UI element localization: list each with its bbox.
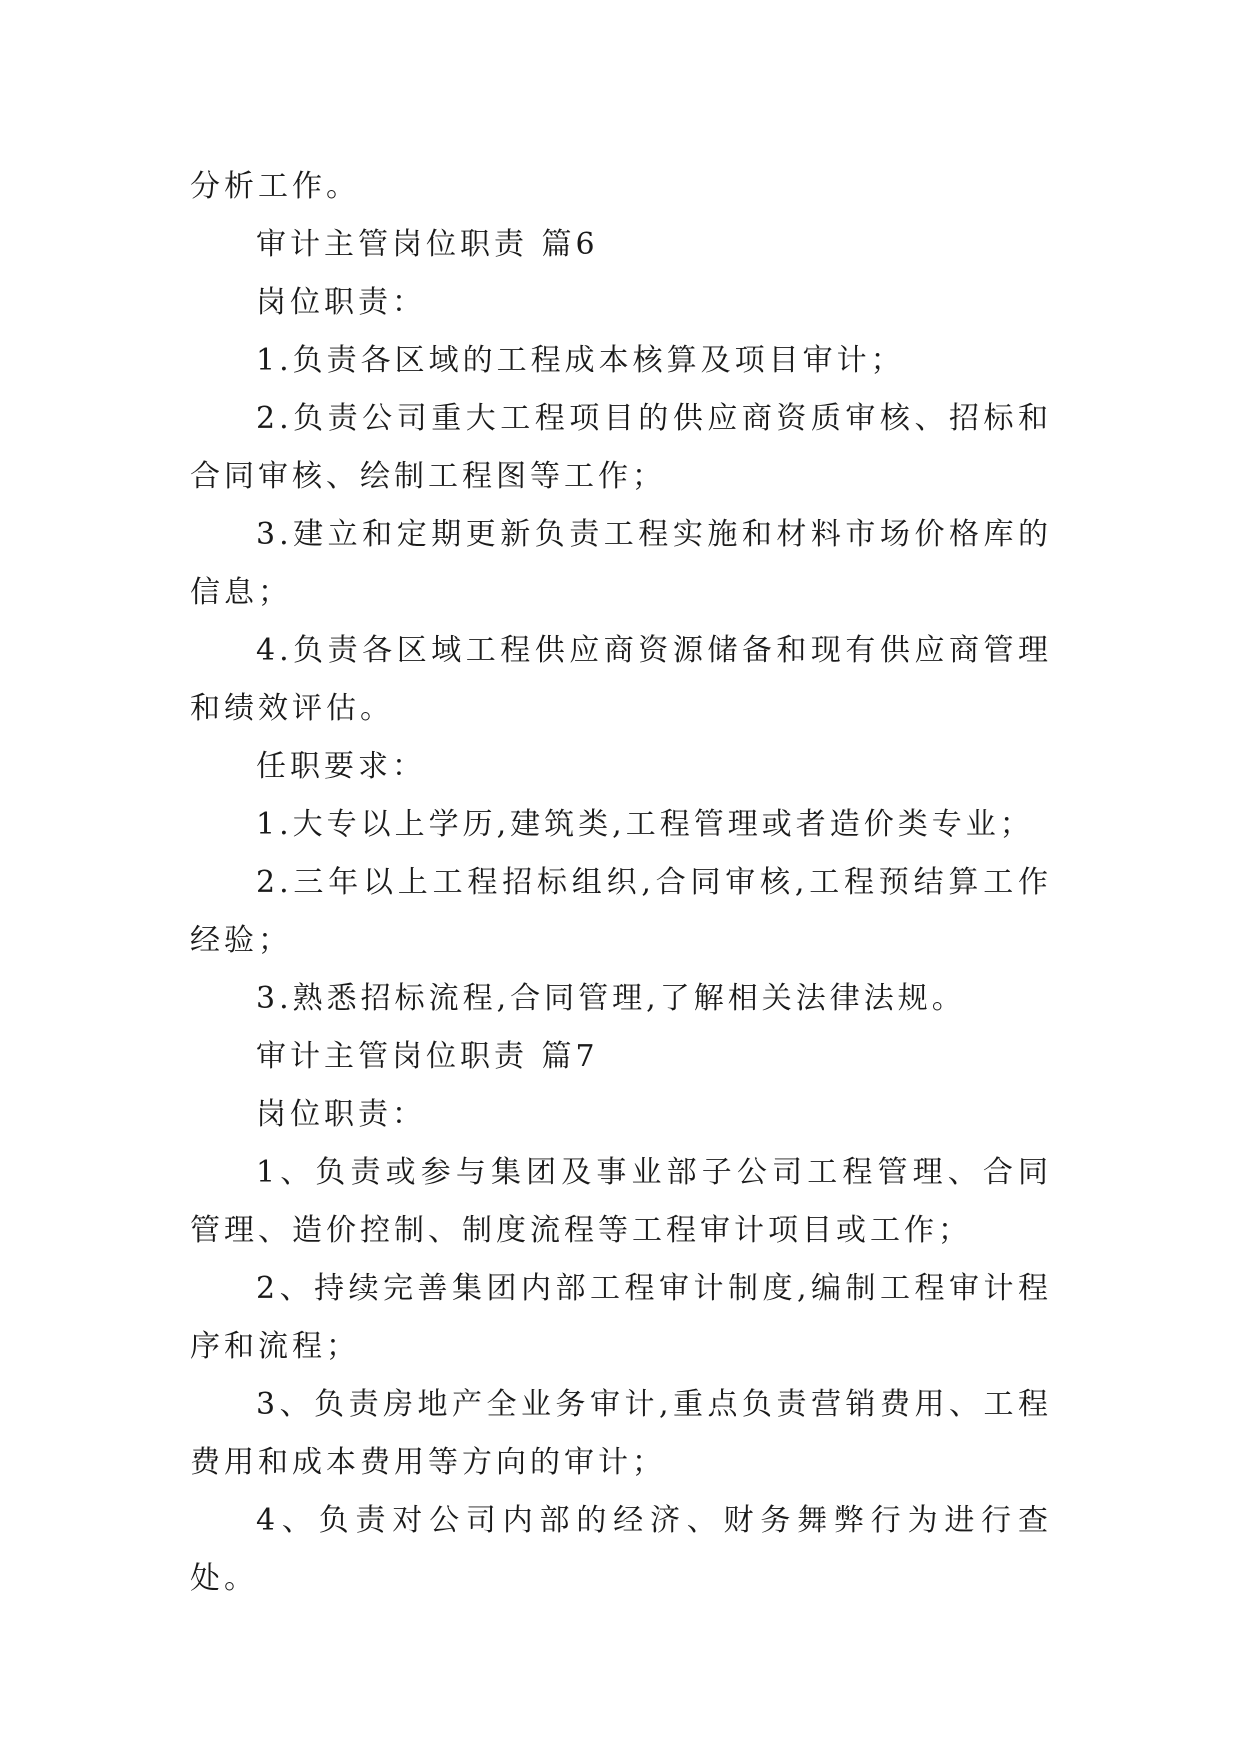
subheading-duties: 岗位职责： xyxy=(256,285,426,320)
list-item: 4.负责各区域工程供应商资源储备和现有供应商管理和绩效评估。 xyxy=(190,633,1052,726)
list-item: 1、负责或参与集团及事业部子公司工程管理、合同管理、造价控制、制度流程等工程审计项目或工作； xyxy=(190,1155,1052,1248)
subheading-duties: 岗位职责： xyxy=(256,1097,426,1132)
list-item: 3.建立和定期更新负责工程实施和材料市场价格库的信息； xyxy=(190,517,1052,610)
list-item: 2、持续完善集团内部工程审计制度,编制工程审计程序和流程； xyxy=(190,1271,1052,1364)
subheading-requirements: 任职要求： xyxy=(256,749,426,784)
list-item: 2.三年以上工程招标组织,合同审核,工程预结算工作经验； xyxy=(190,865,1052,958)
list-item: 3.熟悉招标流程,合同管理,了解相关法律法规。 xyxy=(256,981,966,1016)
list-item: 1.大专以上学历,建筑类,工程管理或者造价类专业； xyxy=(256,807,1034,842)
document-body xyxy=(190,158,1052,1608)
list-item: 3、负责房地产全业务审计,重点负责营销费用、工程费用和成本费用等方向的审计； xyxy=(190,1387,1052,1480)
paragraph-continuation: 分析工作。 xyxy=(190,169,360,204)
list-item: 1.负责各区域的工程成本核算及项目审计； xyxy=(256,343,905,378)
section-heading-part-7: 审计主管岗位职责 篇7 xyxy=(256,1039,599,1074)
section-heading-part-6: 审计主管岗位职责 篇6 xyxy=(256,227,599,262)
list-item: 2.负责公司重大工程项目的供应商资质审核、招标和合同审核、绘制工程图等工作； xyxy=(190,401,1052,494)
list-item: 4、负责对公司内部的经济、财务舞弊行为进行查处。 xyxy=(190,1503,1052,1596)
